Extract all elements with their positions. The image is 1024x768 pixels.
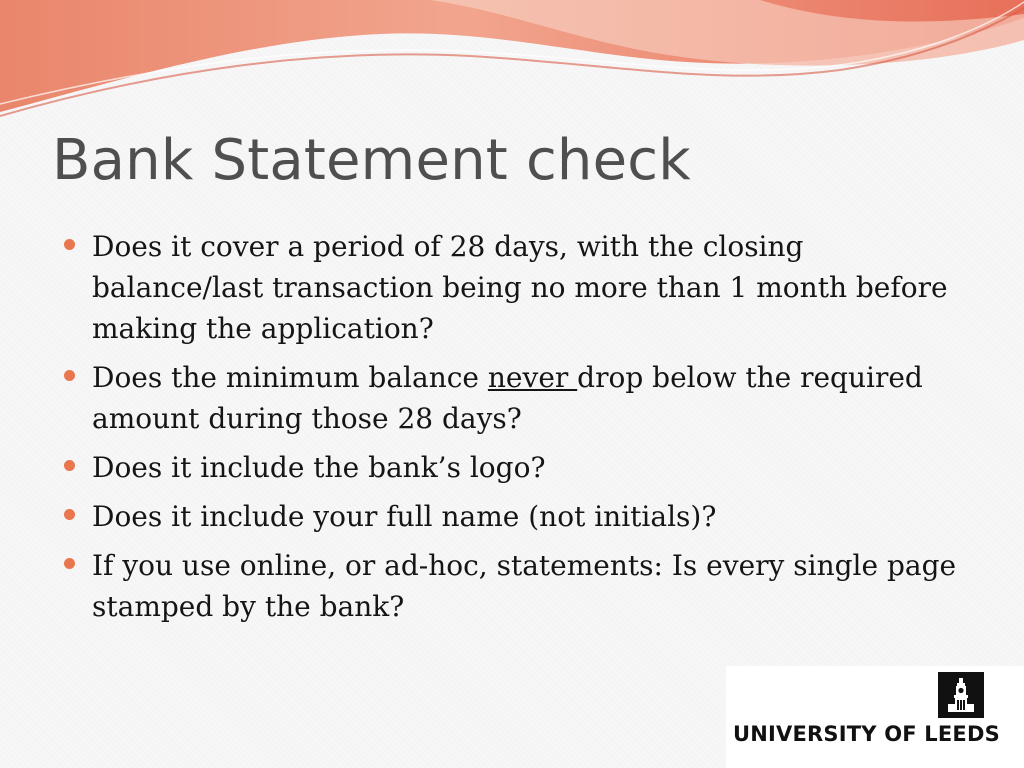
bullet-item-full-name xyxy=(62,496,962,537)
bullet-text: Does it cover a period of 28 days, with the closing balance/last transaction being no more than 1 month before making the application? xyxy=(92,230,948,345)
bullet-text-after: drop below the required amount during those 28 days? xyxy=(92,361,923,435)
slide-title: Bank Statement check xyxy=(52,128,691,193)
bullet-text: Does it include your full name (not initials)? xyxy=(92,500,717,533)
bullet-item-minimum-balance xyxy=(62,357,962,439)
bullet-dot-icon xyxy=(64,460,75,471)
bullet-dot-icon xyxy=(64,558,75,569)
bullet-dot-icon xyxy=(64,370,75,381)
bullet-dot-icon xyxy=(64,239,75,250)
bullet-item-bank-logo xyxy=(62,447,962,488)
bullet-list xyxy=(62,226,962,635)
bullet-emphasis-never: never xyxy=(487,361,578,394)
university-logo-text: UNIVERSITY OF LEEDS xyxy=(733,722,1000,746)
header-wave-decoration xyxy=(0,0,1024,130)
bullet-text: If you use online, or ad-hoc, statements: Is every single page stamped by the bank? xyxy=(92,549,957,623)
bullet-item-stamped xyxy=(62,545,962,627)
bullet-text: Does it include the bank’s logo? xyxy=(92,451,546,484)
parkinson-tower-icon xyxy=(938,672,984,718)
bullet-item-period xyxy=(62,226,962,349)
bullet-text-before: Does the minimum balance xyxy=(92,361,488,394)
bullet-dot-icon xyxy=(64,509,75,520)
